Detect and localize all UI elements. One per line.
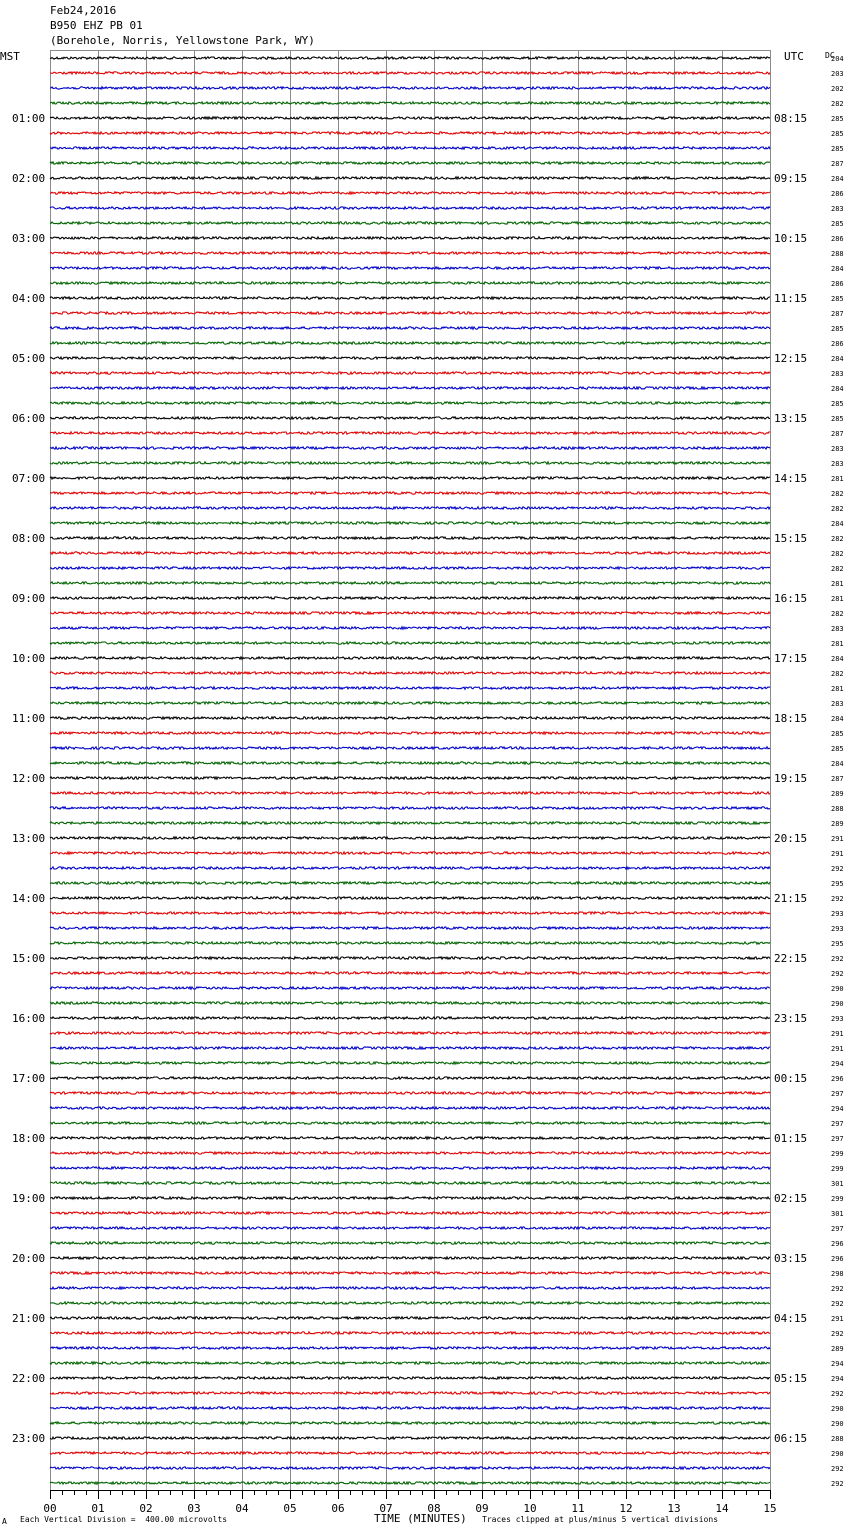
dc-offset-label: 294 [831,1375,844,1383]
dc-offset-label: 292 [831,865,844,873]
right-hour-label: 19:15 [774,772,808,785]
trace-line [50,687,770,689]
trace-line [50,807,770,809]
left-hour-label: 02:00 [12,172,46,185]
right-hour-label: 05:15 [774,1372,808,1385]
trace-line [50,642,770,644]
trace-line [50,117,770,119]
trace-line [50,1482,770,1484]
dc-offset-label: 292 [831,970,844,978]
dc-offset-label: 297 [831,1225,844,1233]
trace-line [50,522,770,524]
trace-line [50,252,770,254]
dc-offset-label: 297 [831,1090,844,1098]
dc-offset-label: 288 [831,805,844,813]
right-hour-label: 18:15 [774,712,808,725]
trace-line [50,987,770,989]
dc-offset-label: 281 [831,595,844,603]
trace-line [50,447,770,449]
trace-line [50,1137,770,1139]
dc-offset-label: 294 [831,1105,844,1113]
dc-offset-label: 284 [831,655,844,663]
right-timezone-label: UTC [784,50,804,63]
trace-line [50,312,770,314]
x-tick-label: 02 [139,1502,153,1515]
dc-offset-label: 295 [831,880,844,888]
dc-offset-label: 287 [831,160,844,168]
dc-offset-label: 202 [831,85,844,93]
trace-line [50,852,770,854]
dc-offset-label: 282 [831,670,844,678]
dc-offset-label: 288 [831,1435,844,1443]
left-hour-label: 22:00 [12,1372,46,1385]
dc-offset-label: 281 [831,685,844,693]
right-hour-label: 09:15 [774,172,808,185]
dc-offset-label: 282 [831,610,844,618]
trace-line [50,552,770,554]
dc-offset-label: 290 [831,1450,844,1458]
trace-line [50,1257,770,1259]
dc-offset-label: 292 [831,1330,844,1338]
left-hour-label: 21:00 [12,1312,46,1325]
dc-offset-label: 288 [831,250,844,258]
left-hour-label: 16:00 [12,1012,46,1025]
left-hour-label: 12:00 [12,772,46,785]
trace-line [50,282,770,284]
right-hour-label: 13:15 [774,412,808,425]
trace-line [50,1092,770,1094]
trace-line [50,747,770,749]
trace-line [50,372,770,374]
trace-line [50,912,770,914]
trace-line [50,942,770,944]
trace-line [50,72,770,74]
trace-line [50,1332,770,1334]
left-hour-label: 11:00 [12,712,46,725]
x-tick-label: 00 [43,1502,57,1515]
trace-line [50,477,770,479]
dc-offset-label: 284 [831,355,844,363]
left-hour-label: 09:00 [12,592,46,605]
left-hour-label: 08:00 [12,532,46,545]
trace-line [50,102,770,104]
dc-offset-label: 285 [831,325,844,333]
dc-offset-label: 285 [831,130,844,138]
trace-line [50,732,770,734]
x-tick-label: 12 [619,1502,633,1515]
trace-line [50,657,770,659]
left-hour-label: 19:00 [12,1192,46,1205]
dc-offset-label: 285 [831,400,844,408]
right-hour-label: 20:15 [774,832,808,845]
left-hour-label: 04:00 [12,292,46,305]
trace-line [50,867,770,869]
trace-line [50,777,770,779]
dc-offset-label: 293 [831,925,844,933]
left-hour-label: 17:00 [12,1072,46,1085]
dc-offset-label: 284 [831,385,844,393]
dc-offset-label: 282 [831,505,844,513]
right-hour-label: 22:15 [774,952,808,965]
right-hour-label: 06:15 [774,1432,808,1445]
dc-offset-label: 283 [831,205,844,213]
trace-line [50,507,770,509]
trace-line [50,1272,770,1274]
dc-offset-label: 297 [831,1120,844,1128]
trace-line [50,1287,770,1289]
dc-offset-label: 282 [831,565,844,573]
trace-line [50,1197,770,1199]
left-hour-label: 05:00 [12,352,46,365]
right-hour-label: 15:15 [774,532,808,545]
trace-line [50,222,770,224]
right-hour-label: 00:15 [774,1072,808,1085]
dc-offset-label: 284 [831,715,844,723]
trace-line [50,1362,770,1364]
trace-line [50,192,770,194]
right-hour-label: 21:15 [774,892,808,905]
x-tick-label: 14 [715,1502,729,1515]
trace-line [50,177,770,179]
dc-offset-label: 284 [831,760,844,768]
dc-offset-label: 292 [831,1300,844,1308]
dc-offset-label: 286 [831,340,844,348]
x-tick-label: 13 [667,1502,681,1515]
trace-line [50,627,770,629]
trace-line [50,972,770,974]
trace-line [50,672,770,674]
dc-offset-label: 291 [831,850,844,858]
trace-line [50,1017,770,1019]
trace-line [50,957,770,959]
dc-offset-label: 292 [831,1465,844,1473]
trace-line [50,432,770,434]
trace-line [50,1002,770,1004]
left-timezone-label: MST [0,50,20,63]
dc-offset-label: 293 [831,910,844,918]
dc-offset-label: 297 [831,1135,844,1143]
right-hour-label: 03:15 [774,1252,808,1265]
dc-offset-label: 287 [831,775,844,783]
trace-line [50,1107,770,1109]
dc-offset-label: 281 [831,640,844,648]
dc-offset-label: 294 [831,1060,844,1068]
trace-line [50,1242,770,1244]
trace-line [50,1032,770,1034]
trace-line [50,87,770,89]
chart-date: Feb24,2016 [50,4,117,17]
trace-line [50,822,770,824]
x-tick-label: 07 [379,1502,393,1515]
trace-line [50,387,770,389]
dc-offset-label: 281 [831,475,844,483]
left-hour-label: 15:00 [12,952,46,965]
footer-mark: A [2,1517,7,1526]
dc-offset-label: 286 [831,190,844,198]
left-hour-label: 23:00 [12,1432,46,1445]
trace-line [50,717,770,719]
left-hour-label: 10:00 [12,652,46,665]
trace-line [50,1122,770,1124]
dc-offset-label: 289 [831,820,844,828]
right-hour-label: 17:15 [774,652,808,665]
trace-line [50,837,770,839]
x-tick-label: 05 [283,1502,297,1515]
dc-offset-label: 287 [831,310,844,318]
trace-line [50,147,770,149]
right-hour-label: 08:15 [774,112,808,125]
dc-offset-label: 285 [831,745,844,753]
trace-line [50,567,770,569]
trace-line [50,1317,770,1319]
trace-line [50,1212,770,1214]
x-tick-label: 11 [571,1502,585,1515]
vertical-scale-note: Each Vertical Division = 400.00 microvolts [20,1515,228,1524]
dc-offset-label: 292 [831,895,844,903]
dc-offset-label: 287 [831,430,844,438]
dc-offset-label: 290 [831,985,844,993]
trace-line [50,357,770,359]
trace-line [50,342,770,344]
trace-line [50,597,770,599]
right-hour-label: 23:15 [774,1012,808,1025]
dc-offset-label: 292 [831,1285,844,1293]
dc-offset-label: 283 [831,625,844,633]
right-hour-label: 01:15 [774,1132,808,1145]
right-hour-label: 14:15 [774,472,808,485]
dc-offset-header: DC [825,51,835,60]
trace-line [50,1422,770,1424]
dc-offset-label: 296 [831,1075,844,1083]
dc-offset-label: 282 [831,535,844,543]
dc-offset-label: 291 [831,1030,844,1038]
left-hour-label: 20:00 [12,1252,46,1265]
trace-line [50,417,770,419]
dc-offset-label: 290 [831,1405,844,1413]
dc-offset-label: 282 [831,100,844,108]
right-hour-label: 12:15 [774,352,808,365]
trace-line [50,132,770,134]
dc-offset-label: 296 [831,1240,844,1248]
dc-offset-label: 285 [831,145,844,153]
dc-offset-label: 290 [831,1420,844,1428]
dc-offset-label: 301 [831,1210,844,1218]
trace-line [50,402,770,404]
dc-offset-label: 299 [831,1150,844,1158]
dc-offset-label: 292 [831,1390,844,1398]
dc-offset-label: 282 [831,490,844,498]
dc-offset-label: 293 [831,1015,844,1023]
trace-line [50,1182,770,1184]
dc-offset-label: 284 [831,175,844,183]
trace-line [50,57,770,59]
left-hour-label: 07:00 [12,472,46,485]
dc-offset-label: 284 [831,265,844,273]
left-hour-label: 06:00 [12,412,46,425]
clip-note: Traces clipped at plus/minus 5 vertical divisions [482,1515,719,1524]
dc-offset-label: 283 [831,460,844,468]
left-hour-label: 14:00 [12,892,46,905]
trace-line [50,462,770,464]
right-hour-labels [774,112,807,1445]
dc-offset-label: 281 [831,580,844,588]
x-tick-label: 10 [523,1502,537,1515]
dc-offset-label: 285 [831,295,844,303]
trace-line [50,237,770,239]
dc-offset-label: 289 [831,1345,844,1353]
trace-lines [50,57,770,1484]
left-hour-label: 03:00 [12,232,46,245]
dc-offset-label: 285 [831,730,844,738]
dc-offset-label: 291 [831,1315,844,1323]
dc-offset-label: 285 [831,415,844,423]
dc-offset-label: 292 [831,955,844,963]
trace-line [50,492,770,494]
dc-offset-label: 203 [831,70,844,78]
dc-offset-label: 282 [831,550,844,558]
dc-offset-label: 298 [831,1270,844,1278]
dc-offset-label: 301 [831,1180,844,1188]
trace-line [50,1152,770,1154]
dc-offset-label: 289 [831,790,844,798]
dc-offset-label: 291 [831,835,844,843]
x-tick-label: 04 [235,1502,249,1515]
trace-line [50,1062,770,1064]
trace-line [50,162,770,164]
x-tick-label: 01 [91,1502,105,1515]
x-tick-label: 15 [763,1502,777,1515]
trace-line [50,267,770,269]
x-tick-label: 08 [427,1502,441,1515]
dc-offset-label: 283 [831,370,844,378]
right-hour-label: 16:15 [774,592,808,605]
dc-offset-label: 295 [831,940,844,948]
trace-line [50,702,770,704]
dc-offset-label: 283 [831,445,844,453]
left-hour-label: 18:00 [12,1132,46,1145]
trace-line [50,1392,770,1394]
left-hour-labels [12,112,45,1445]
trace-line [50,1452,770,1454]
dc-offset-label: 204 [831,55,844,63]
dc-offset-label: 299 [831,1165,844,1173]
trace-line [50,927,770,929]
dc-offset-label: 299 [831,1195,844,1203]
trace-line [50,882,770,884]
trace-line [50,612,770,614]
trace-line [50,582,770,584]
trace-line [50,1047,770,1049]
trace-line [50,1347,770,1349]
trace-line [50,762,770,764]
dc-offset-label: 285 [831,115,844,123]
right-hour-label: 11:15 [774,292,808,305]
x-tick-label: 03 [187,1502,201,1515]
trace-line [50,1302,770,1304]
right-hour-label: 02:15 [774,1192,808,1205]
dc-offset-label: 283 [831,700,844,708]
trace-line [50,1377,770,1379]
station-code: B950 EHZ PB 01 [50,19,143,32]
trace-line [50,1467,770,1469]
dc-offset-label: 291 [831,1045,844,1053]
trace-line [50,1077,770,1079]
trace-line [50,1407,770,1409]
dc-offset-label: 290 [831,1000,844,1008]
station-location: (Borehole, Norris, Yellowstone Park, WY) [50,34,315,47]
trace-line [50,1437,770,1439]
dc-offset-label: 294 [831,1360,844,1368]
trace-line [50,327,770,329]
trace-line [50,297,770,299]
right-hour-label: 10:15 [774,232,808,245]
trace-line [50,1227,770,1229]
trace-line [50,897,770,899]
trace-line [50,792,770,794]
dc-offset-label: 284 [831,520,844,528]
dc-offset-label: 292 [831,1480,844,1488]
left-hour-label: 01:00 [12,112,46,125]
dc-offset-label: 296 [831,1255,844,1263]
x-tick-label: 06 [331,1502,345,1515]
trace-line [50,1167,770,1169]
dc-offset-labels [831,55,844,1488]
dc-offset-label: 286 [831,280,844,288]
left-hour-label: 13:00 [12,832,46,845]
x-axis-title: TIME (MINUTES) [374,1512,467,1525]
trace-line [50,207,770,209]
dc-offset-label: 286 [831,235,844,243]
trace-line [50,537,770,539]
right-hour-label: 04:15 [774,1312,808,1325]
dc-offset-label: 285 [831,220,844,228]
x-tick-label: 09 [475,1502,489,1515]
